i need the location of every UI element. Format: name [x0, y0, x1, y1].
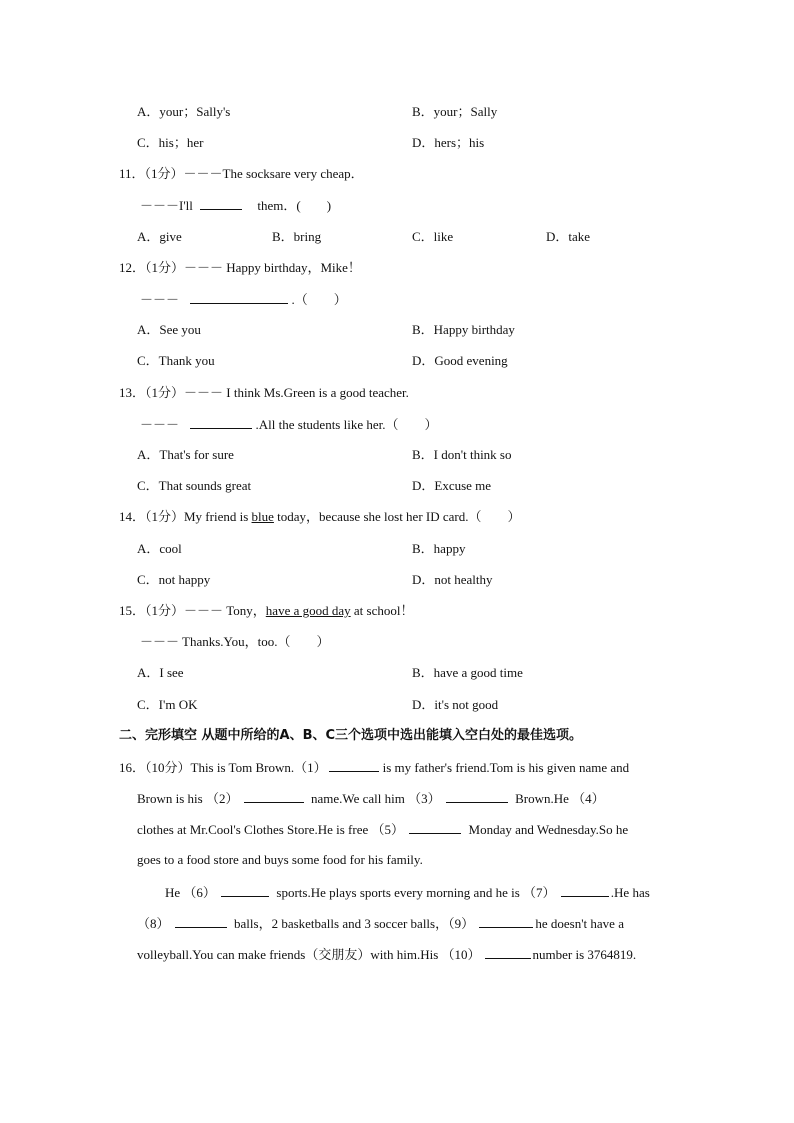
q12-answer-blank[interactable]	[190, 290, 288, 304]
q13-option-a[interactable]: A．That's for sure	[137, 447, 234, 462]
q11-reply-tail: them．( )	[257, 198, 332, 213]
q16-line-3-a: clothes at Mr.Cool's Clothes Store.He is free （5）	[137, 822, 405, 837]
q13-answer-blank[interactable]	[190, 415, 252, 429]
q13-stem: 13．（1分）－－－ I think Ms.Green is a good teacher.	[119, 385, 409, 400]
q15-option-a[interactable]: A．I see	[137, 665, 184, 680]
q13-reply	[140, 415, 438, 434]
section-2-heading: 二、完形填空 从题中所给的A、B、C三个选项中选出能填入空白处的最佳选项。	[119, 728, 583, 743]
q16-blank-1[interactable]	[329, 758, 379, 772]
q16-line-2-c: Brown.He （4）	[515, 791, 605, 806]
q11-option-b[interactable]: B．bring	[272, 229, 322, 244]
q14-option-d[interactable]: D．not healthy	[412, 572, 493, 587]
q16-line-5-c: .He has	[610, 885, 650, 900]
q16-line-4: goes to a food store and buys some food for his family.	[137, 852, 423, 867]
q16-line-2	[137, 789, 674, 808]
q16-blank-9[interactable]	[479, 914, 533, 928]
q16-line-5-b: sports.He plays sports every morning and he is （7）	[276, 885, 556, 900]
q16-line-7-b: number is 3764819.	[532, 947, 637, 962]
q15-stem-tail: at school！	[350, 603, 414, 618]
q14-stem-tail: today，because she lost her ID card.（ ）	[273, 509, 521, 524]
q11-option-a[interactable]: A．give	[137, 229, 182, 244]
q16-blank-7[interactable]	[561, 883, 609, 897]
q13-option-b[interactable]: B．I don't think so	[412, 447, 512, 462]
q10-option-a[interactable]: A．your；Sally's	[137, 104, 231, 119]
q13-reply-lead: －－－	[140, 417, 180, 432]
q11-reply	[140, 196, 331, 215]
q15-option-b[interactable]: B．have a good time	[412, 665, 523, 680]
q16-line-3	[137, 820, 674, 839]
q12-option-b[interactable]: B．Happy birthday	[412, 322, 515, 337]
q14-stem	[119, 508, 521, 526]
q16-line-5	[165, 883, 674, 902]
q16-line-6-a: （8）	[137, 916, 170, 931]
q15-option-d[interactable]: D．it's not good	[412, 697, 499, 712]
q16-line-1-tail: is my father's friend.Tom is his given name and	[382, 760, 630, 775]
q16-line-6-b: balls，2 basketballs and 3 soccer balls，（9）	[234, 916, 475, 931]
q11-answer-blank[interactable]	[200, 196, 242, 210]
q16-blank-10[interactable]	[485, 945, 531, 959]
q15-stem-lead: 15．（1分）－－－ Tony，	[119, 603, 266, 618]
q16-blank-8[interactable]	[175, 914, 227, 928]
q14-option-b[interactable]: B．happy	[412, 541, 466, 556]
q16-line-5-a: He （6）	[165, 885, 216, 900]
q10-option-c[interactable]: C．his；her	[137, 135, 204, 150]
q16-line-6	[137, 914, 674, 933]
q15-option-c[interactable]: C．I'm OK	[137, 697, 198, 712]
q11-option-d[interactable]: D．take	[546, 229, 591, 244]
q12-option-d[interactable]: D．Good evening	[412, 353, 508, 368]
q12-stem: 12．（1分）－－－ Happy birthday，Mike！	[119, 260, 361, 275]
q16-line-1-lead: 16．（10分）This is Tom Brown.（1）	[119, 760, 327, 775]
q11-option-c[interactable]: C．like	[412, 229, 454, 244]
q10-option-b[interactable]: B．your；Sally	[412, 104, 498, 119]
q12-reply-lead: －－－	[140, 292, 180, 307]
q12-reply-tail: .（ ）	[291, 292, 347, 307]
q14-underlined-word: blue	[251, 509, 274, 524]
q16-blank-6[interactable]	[221, 883, 269, 897]
q16-blank-2[interactable]	[244, 789, 304, 803]
q16-line-2-b: name.We call him （3）	[310, 791, 441, 806]
q14-option-c[interactable]: C．not happy	[137, 572, 211, 587]
q16-line-7	[137, 945, 674, 964]
q12-option-a[interactable]: A．See you	[137, 322, 201, 337]
q16-line-1	[119, 758, 629, 777]
q13-option-c[interactable]: C．That sounds great	[137, 478, 252, 493]
q11-reply-lead: －－－I'll	[140, 198, 193, 213]
q14-option-a[interactable]: A．cool	[137, 541, 182, 556]
q15-reply: －－－ Thanks.You，too.（ ）	[140, 634, 330, 649]
q15-stem	[119, 602, 413, 620]
q16-line-7-a: volleyball.You can make friends（交朋友）with him.His （10）	[137, 947, 481, 962]
q13-option-d[interactable]: D．Excuse me	[412, 478, 492, 493]
q12-reply	[140, 290, 347, 309]
q14-stem-lead: 14．（1分）My friend is	[119, 509, 252, 524]
q15-underlined-phrase: have a good day	[265, 603, 351, 618]
q16-blank-3[interactable]	[446, 789, 508, 803]
q11-stem: 11．（1分）－－－The socksare very cheap．	[119, 166, 364, 181]
q12-option-c[interactable]: C．Thank you	[137, 353, 215, 368]
q16-line-2-a: Brown is his （2）	[137, 791, 239, 806]
q16-blank-5[interactable]	[409, 820, 461, 834]
q16-line-3-b: Monday and Wednesday.So he	[468, 822, 629, 837]
q10-option-d[interactable]: D．hers；his	[412, 135, 485, 150]
q16-line-6-c: he doesn't have a	[535, 916, 624, 931]
q13-reply-tail: .All the students like her.（ ）	[255, 417, 438, 432]
